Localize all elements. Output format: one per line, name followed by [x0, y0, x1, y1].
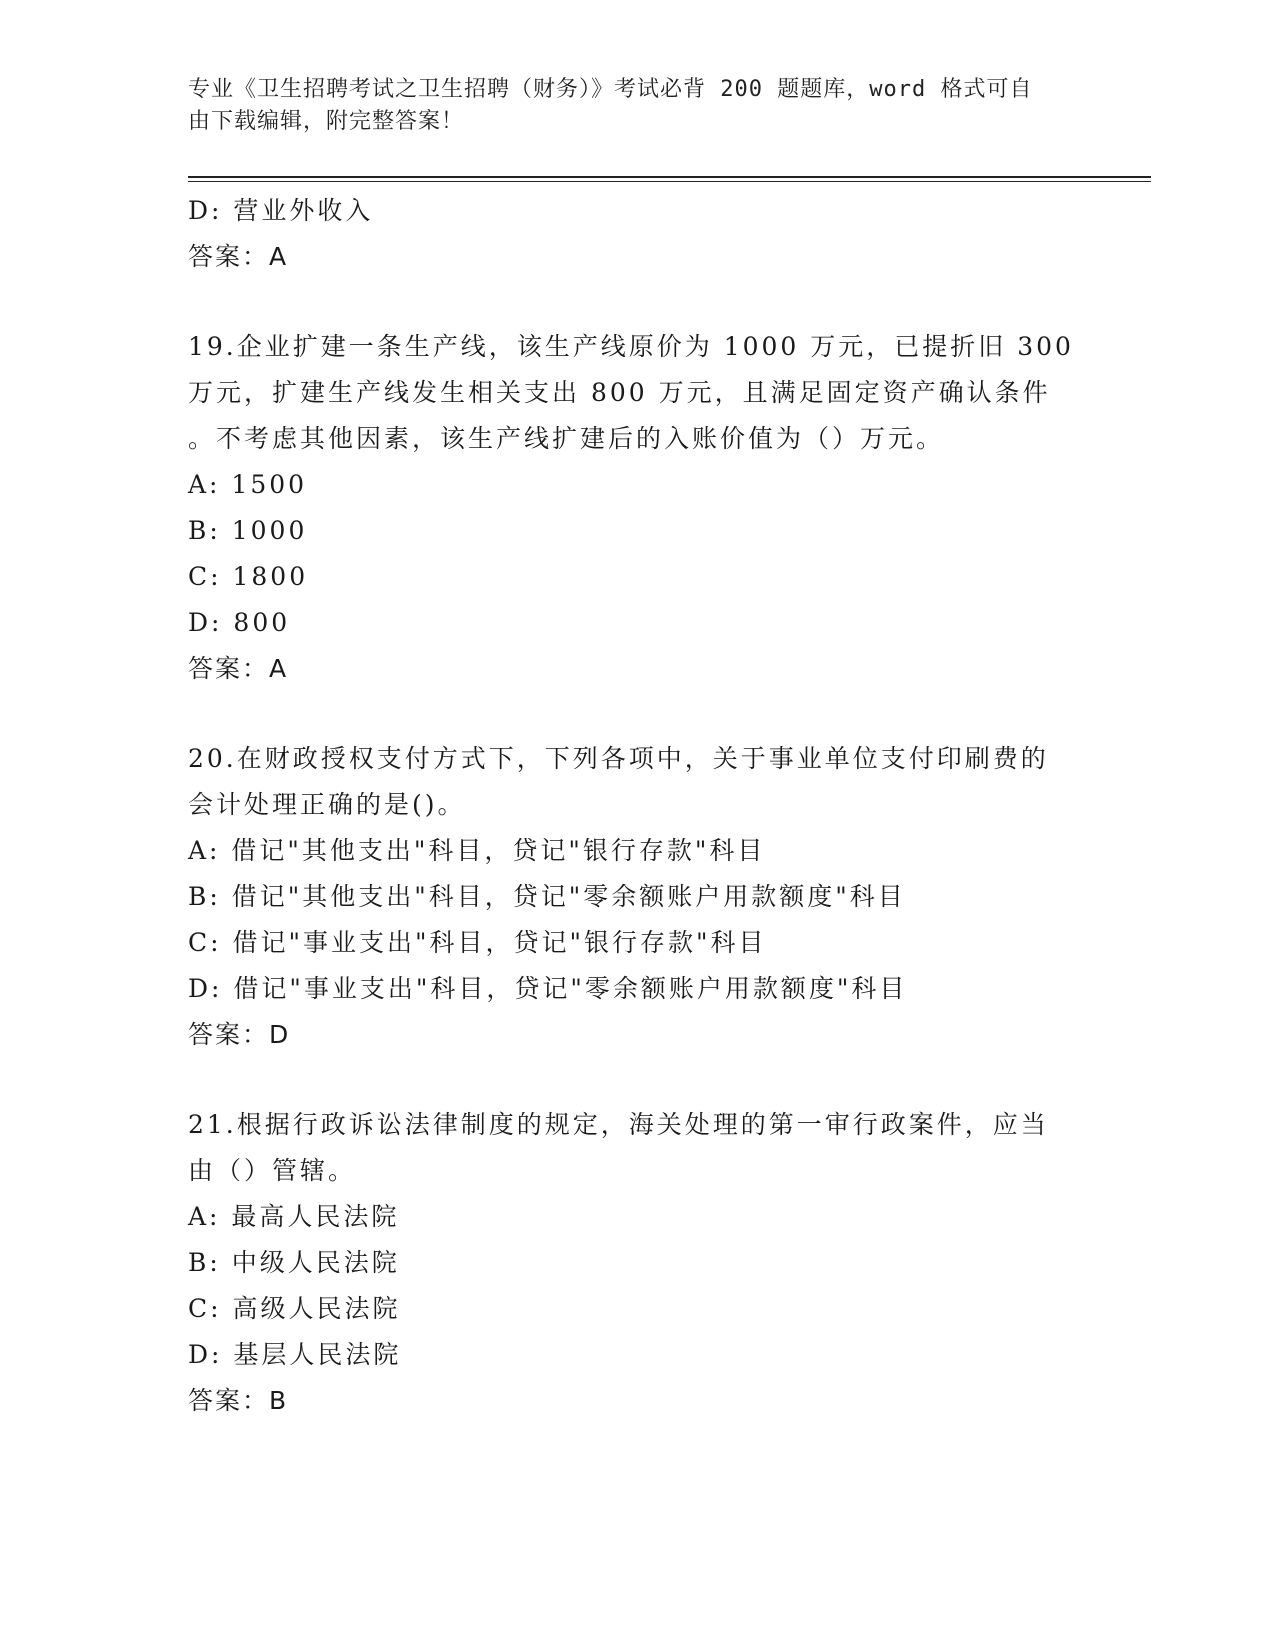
- option-a: A: 借记"其他支出"科目，贷记"银行存款"科目: [188, 836, 766, 865]
- option-b: B: 借记"其他支出"科目，贷记"零余额账户用款额度"科目: [188, 882, 906, 911]
- option-c: C: 高级人民法院: [188, 1294, 401, 1323]
- question-line: 由（）管辖。: [188, 1156, 357, 1185]
- option-c: C: 借记"事业支出"科目，贷记"银行存款"科目: [188, 928, 767, 957]
- question-19: [188, 324, 1088, 692]
- answer-line: 答案：D: [188, 1020, 291, 1049]
- option-b: B: 1000: [188, 516, 308, 545]
- document-header: [188, 74, 1068, 138]
- option-d: D: 基层人民法院: [188, 1340, 402, 1369]
- header-line-2: 由下载编辑，附完整答案！: [188, 109, 465, 134]
- question-line: 。不考虑其他因素，该生产线扩建后的入账价值为（）万元。: [188, 424, 945, 453]
- option-b: B: 中级人民法院: [188, 1248, 400, 1277]
- answer-line: 答案：A: [188, 654, 289, 683]
- question-line: 万元，扩建生产线发生相关支出 800 万元，且满足固定资产确认条件: [188, 378, 1051, 407]
- option-a: A: 1500: [188, 470, 308, 499]
- header-line-1: 专业《卫生招聘考试之卫生招聘（财务）》考试必背 200 题题库，word 格式可自: [188, 77, 1033, 102]
- option-d: D: 800: [188, 608, 291, 637]
- option-d: D: 营业外收入: [188, 196, 374, 225]
- previous-question-tail: [188, 188, 1088, 280]
- option-d: D: 借记"事业支出"科目，贷记"零余额账户用款额度"科目: [188, 974, 908, 1003]
- question-text: [188, 324, 1088, 462]
- question-line: 20.在财政授权支付方式下，下列各项中，关于事业单位支付印刷费的: [188, 744, 1049, 773]
- document-body: [188, 188, 1088, 1424]
- question-20: [188, 736, 1088, 1058]
- question-21: [188, 1102, 1088, 1424]
- option-c: C: 1800: [188, 562, 309, 591]
- answer-line: 答案：B: [188, 1386, 289, 1415]
- question-line: 21.根据行政诉讼法律制度的规定，海关处理的第一审行政案件，应当: [188, 1110, 1049, 1139]
- header-divider-thin: [188, 181, 1151, 182]
- answer-line: 答案：A: [188, 242, 289, 271]
- question-line: 19.企业扩建一条生产线，该生产线原价为 1000 万元，已提折旧 300: [188, 332, 1074, 361]
- option-a: A: 最高人民法院: [188, 1202, 400, 1231]
- header-divider-thick: [188, 176, 1151, 178]
- question-line: 会计处理正确的是()。: [188, 790, 466, 819]
- question-text: [188, 1102, 1088, 1194]
- question-text: [188, 736, 1088, 828]
